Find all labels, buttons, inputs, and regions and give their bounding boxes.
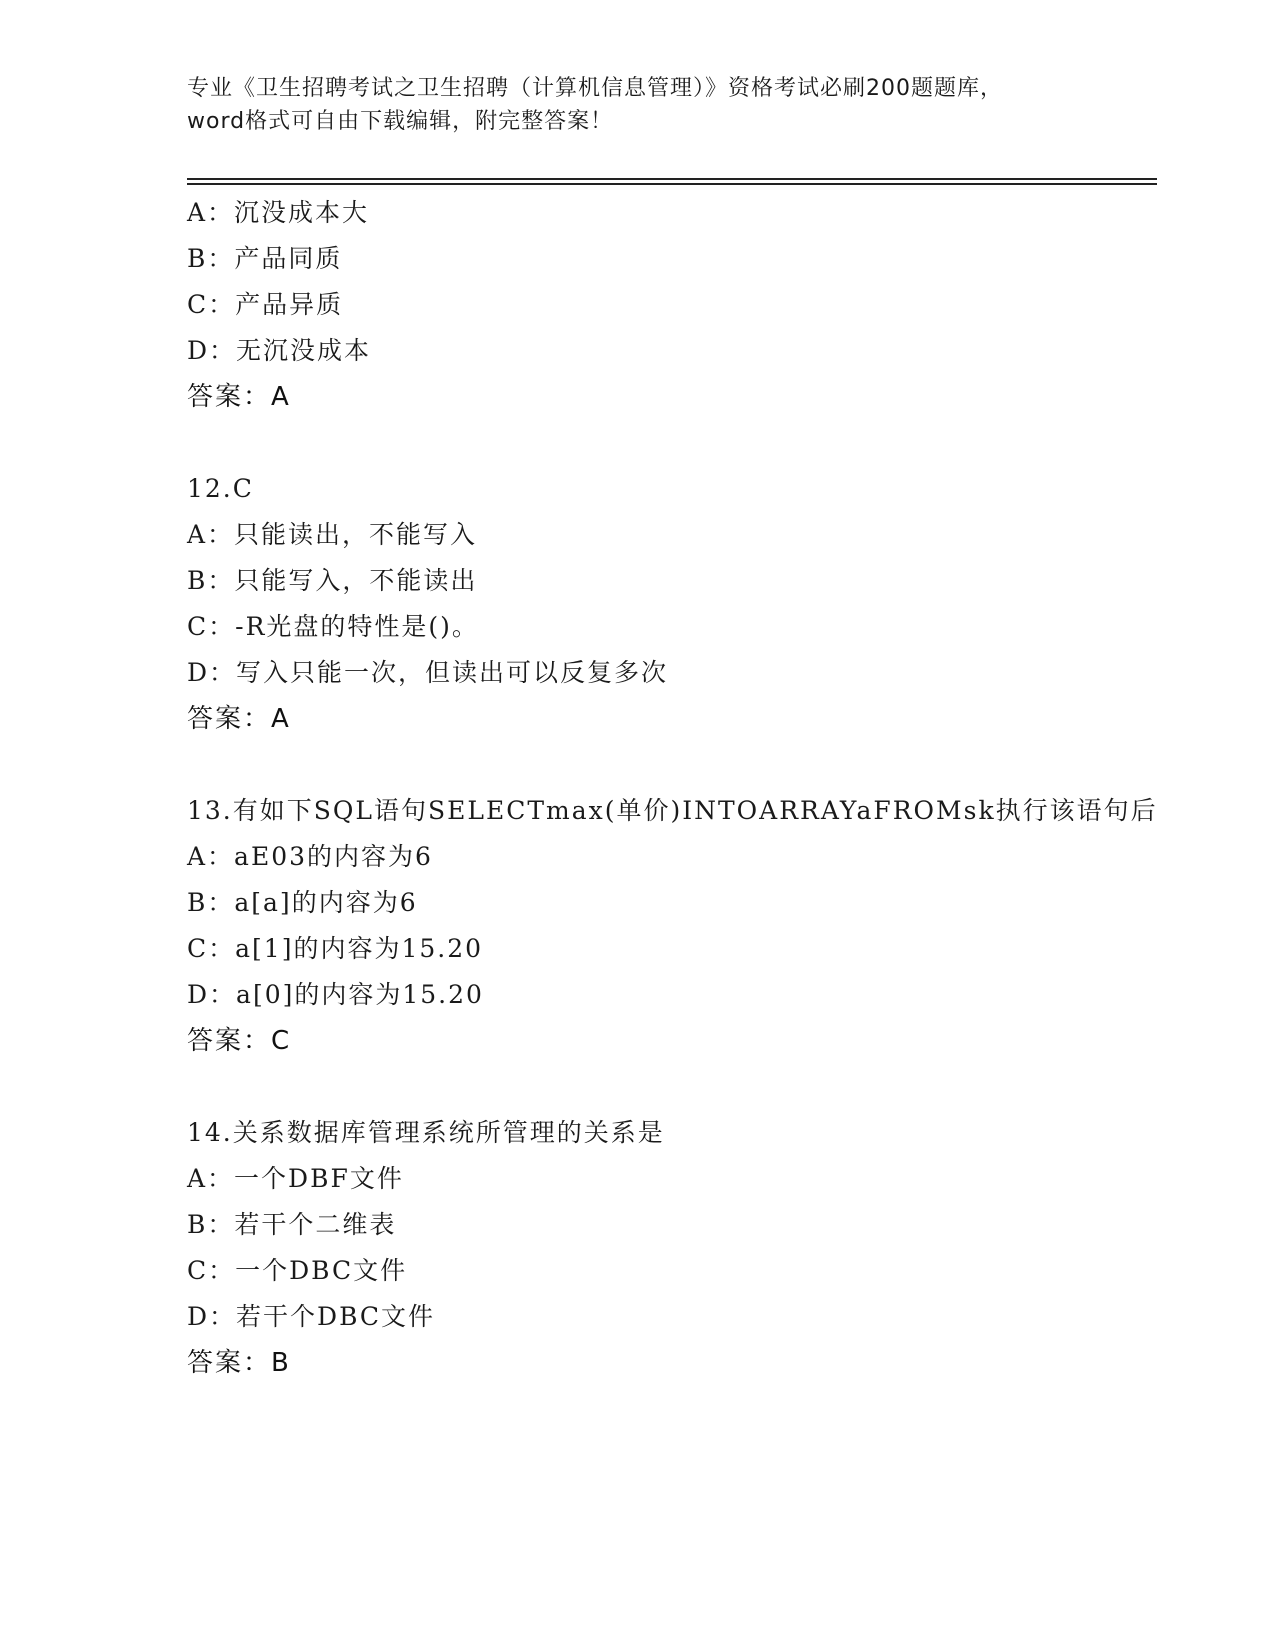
option-c: C：-R光盘的特性是()。 bbox=[187, 612, 479, 641]
question-stem: 12.C bbox=[187, 474, 254, 503]
question-block bbox=[187, 466, 1187, 742]
header-divider-bottom bbox=[187, 183, 1157, 185]
option-d: D：无沉没成本 bbox=[187, 336, 372, 365]
header-title-line-2: word格式可自由下载编辑，附完整答案！ bbox=[187, 109, 614, 134]
option-a: A：只能读出，不能写入 bbox=[187, 520, 478, 549]
header-divider-top bbox=[187, 178, 1157, 180]
option-a: A：aE03的内容为6 bbox=[187, 842, 433, 871]
question-block bbox=[187, 1110, 1187, 1386]
option-d: D：写入只能一次，但读出可以反复多次 bbox=[187, 658, 669, 687]
answer-line: 答案：A bbox=[187, 704, 291, 734]
option-b: B：a[a]的内容为6 bbox=[187, 888, 418, 917]
answer-line: 答案：A bbox=[187, 382, 291, 412]
question-block bbox=[187, 788, 1187, 1064]
option-d: D：若干个DBC文件 bbox=[187, 1302, 436, 1331]
question-stem: 14.关系数据库管理系统所管理的关系是 bbox=[187, 1118, 665, 1147]
option-d: D：a[0]的内容为15.20 bbox=[187, 980, 484, 1009]
question-stem: 13.有如下SQL语句SELECTmax(单价)INTOARRAYaFROMsk执行该语句后 bbox=[187, 796, 1158, 825]
question-list bbox=[187, 190, 1187, 1432]
header-title-line-1: 专业《卫生招聘考试之卫生招聘（计算机信息管理）》资格考试必刷200题题库， bbox=[187, 76, 1003, 101]
option-b: B：若干个二维表 bbox=[187, 1210, 397, 1239]
option-b: B：产品同质 bbox=[187, 244, 343, 273]
option-a: A：一个DBF文件 bbox=[187, 1164, 404, 1193]
option-b: B：只能写入，不能读出 bbox=[187, 566, 478, 595]
option-c: C：一个DBC文件 bbox=[187, 1256, 408, 1285]
answer-line: 答案：B bbox=[187, 1348, 291, 1378]
option-c: C：a[1]的内容为15.20 bbox=[187, 934, 484, 963]
option-c: C：产品异质 bbox=[187, 290, 344, 319]
question-block bbox=[187, 190, 1187, 420]
document-header bbox=[187, 72, 1087, 138]
answer-line: 答案：C bbox=[187, 1026, 292, 1056]
option-a: A：沉没成本大 bbox=[187, 198, 370, 227]
